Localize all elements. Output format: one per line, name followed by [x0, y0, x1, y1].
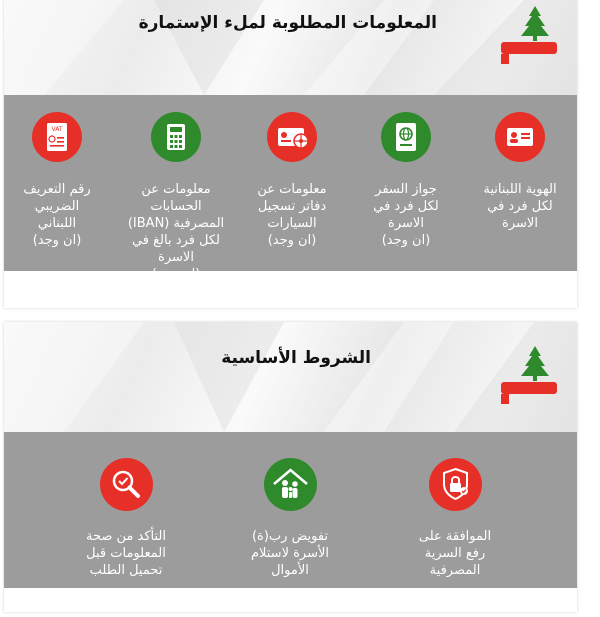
passport-icon [381, 112, 431, 162]
svg-text:VAT: VAT [51, 126, 63, 133]
basic-conditions-band [4, 432, 577, 588]
section-title: الشروط الأساسية [221, 348, 371, 368]
item-note: (ان وجد) [32, 233, 82, 248]
condition-verify-information [59, 432, 193, 579]
item-lebanese-id [463, 95, 577, 232]
header-background [4, 322, 577, 432]
condition-household-head-authorization [223, 432, 357, 579]
item-passport [349, 95, 463, 249]
verify-magnifier-icon [100, 458, 153, 511]
page-title: المعلومات المطلوبة لملء الإستمارة [138, 13, 437, 33]
daem-logo [495, 342, 563, 410]
item-note: (ان وجد) [267, 233, 317, 248]
basic-conditions-card [4, 322, 577, 612]
vat-document-icon [32, 112, 82, 162]
condition-label: الموافقة على رفع السرية المصرفية [418, 529, 492, 578]
daem-logo [495, 2, 563, 70]
item-label: معلومات عن دفاتر تسجيل السيارات [257, 182, 327, 231]
iban-calculator-icon [151, 112, 201, 162]
family-house-icon [264, 458, 317, 511]
item-note: (ان وجد) [151, 267, 201, 282]
vehicle-registration-icon [267, 112, 317, 162]
bank-secrecy-lock-icon [429, 458, 482, 511]
item-label: جواز السفر لكل فرد في الاسرة [373, 182, 439, 231]
basic-conditions-header [4, 322, 577, 432]
required-info-card [4, 0, 577, 308]
required-info-header [4, 0, 577, 95]
condition-label: التأكد من صحة المعلومات قبل تحميل الطلب [86, 529, 166, 578]
condition-bank-secrecy [390, 432, 520, 579]
item-vehicle-registration [235, 95, 349, 249]
item-label: معلومات عن الحسابات المصرفية (IBAN) لكل فرد بالغ في الاسرة [127, 182, 225, 265]
condition-label: تفويض رب(ة) الأسرة لاستلام الأموال [250, 529, 330, 578]
item-label: رقم التعريف الضريبي اللبناني [23, 182, 91, 231]
item-iban [114, 95, 238, 283]
item-note: (ان وجد) [381, 233, 431, 248]
id-card-icon [495, 112, 545, 162]
item-tax-number [4, 95, 114, 249]
item-label: الهوية اللبنانية لكل فرد في الاسرة [483, 182, 557, 231]
required-info-band [4, 95, 577, 282]
